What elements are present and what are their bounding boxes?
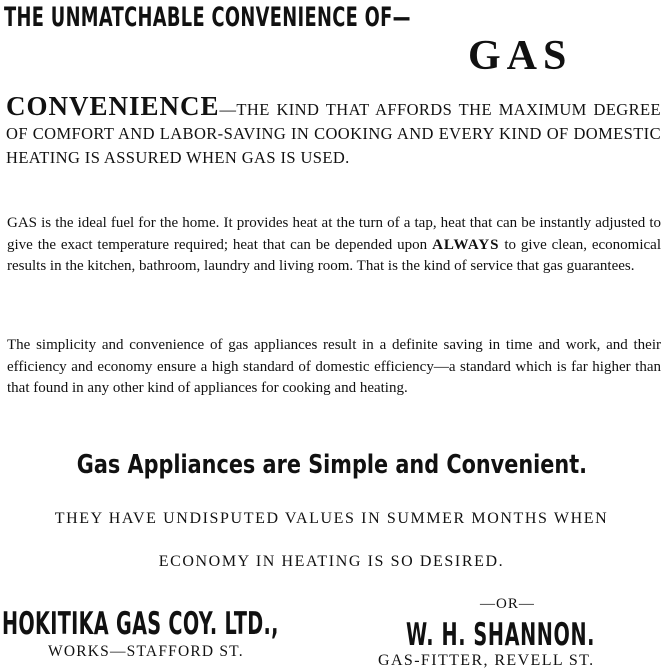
paragraph1-emphasis: ALWAYS <box>432 236 500 253</box>
paragraph1-text-end: to give clean, economical results in the kitchen, bathroom, laundry and living room. That is the kind of service that gas guarantees. <box>7 236 662 274</box>
company-name: HOKITIKA GAS COY. LTD., <box>2 606 279 642</box>
body-paragraph-1 <box>7 213 661 278</box>
lead-paragraph <box>6 91 661 170</box>
or-separator: —OR— <box>480 596 535 612</box>
subheading-text: Gas Appliances are Simple and Convenient. <box>76 450 587 480</box>
paragraph1-text-start: GAS is the ideal fuel for the home. It provides heat at the turn of a tap, heat that can be instantly adjusted to give the exact temperature required; heat that can be depended upon <box>7 215 661 253</box>
subheading <box>0 450 663 480</box>
headline: THE UNMATCHABLE CONVENIENCE OF— <box>4 2 411 33</box>
gas-title: GAS <box>468 33 573 79</box>
body-paragraph-2: The simplicity and convenience of gas appliances result in a definite saving in time and work, and their efficiency and economy ensure a high standard of domestic efficiency—a standard which is far higher than that found in any other kind of appliances for cooking and heating. <box>7 337 661 396</box>
alternative-detail: GAS-FITTER, REVELL ST. <box>378 652 595 669</box>
values-line-1: THEY HAVE UNDISPUTED VALUES IN SUMMER MONTHS WHEN <box>54 510 609 527</box>
lead-text: —THE KIND THAT AFFORDS THE MAXIMUM DEGREE OF COMFORT AND LABOR-SAVING IN COOKING AND EVERY KIND OF DOMESTIC HEATING IS ASSURED WHEN GAS IS USED. <box>6 100 661 167</box>
company-works-address: WORKS—STAFFORD ST. <box>48 643 244 660</box>
lead-first-word: CONVENIENCE <box>6 91 220 121</box>
alternative-name: W. H. SHANNON. <box>406 617 596 653</box>
values-line-2: ECONOMY IN HEATING IS SO DESIRED. <box>158 553 505 570</box>
